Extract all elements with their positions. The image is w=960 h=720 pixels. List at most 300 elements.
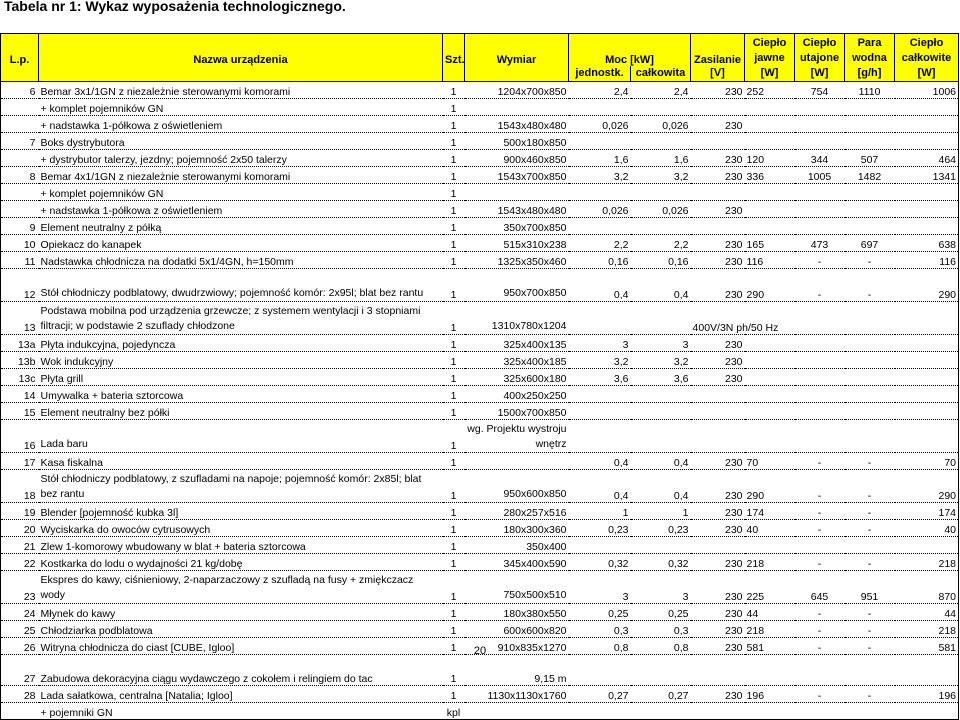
row-heat-latent: - [795, 470, 845, 503]
row-steam: - [845, 503, 895, 520]
row-qty: 1 [443, 470, 465, 503]
row-lp [1, 150, 39, 167]
row-name: Płyta grill [39, 369, 443, 386]
row-qty: 1 [443, 503, 465, 520]
table-row [1, 99, 959, 116]
header-heat-total-unit: [W] [895, 66, 959, 82]
row-steam [845, 302, 895, 335]
row-power-unit: 3,6 [569, 369, 631, 386]
row-heat-sensible [745, 184, 795, 201]
page-number: 20 [473, 645, 487, 657]
row-qty: 1 [443, 403, 465, 420]
row-qty: 1 [443, 386, 465, 403]
row-dimensions [465, 184, 569, 201]
row-heat-latent [795, 201, 845, 218]
row-dimensions: 600x600x820 [465, 621, 569, 638]
row-heat-latent: - [795, 686, 845, 703]
table-row [1, 133, 959, 150]
row-qty: 1 [443, 150, 465, 167]
row-supply [691, 99, 745, 116]
row-power-total [631, 184, 691, 201]
header-dimensions: Wymiar [465, 34, 569, 66]
row-supply [691, 537, 745, 554]
row-dimensions: 180x300x360 [465, 520, 569, 537]
row-lp [1, 99, 39, 116]
row-lp: 13a [1, 335, 39, 352]
row-heat-sensible [745, 218, 795, 235]
row-power-total [631, 99, 691, 116]
row-steam: - [845, 638, 895, 655]
row-heat-total: 464 [895, 150, 959, 167]
row-qty: 1 [443, 82, 465, 99]
row-steam [845, 537, 895, 554]
header-power-total: całkowita [631, 66, 691, 82]
row-heat-latent: 344 [795, 150, 845, 167]
table-row [1, 218, 959, 235]
header-heat-latent: Ciepło utajone [795, 34, 845, 66]
row-steam [845, 669, 895, 686]
row-power-total: 0,026 [631, 201, 691, 218]
row-power-unit: 0,4 [569, 269, 631, 302]
row-heat-sensible [745, 669, 795, 686]
row-supply: 230 [691, 252, 745, 269]
row-lp: 15 [1, 403, 39, 420]
row-steam: - [845, 269, 895, 302]
row-heat-total [895, 218, 959, 235]
row-heat-sensible [745, 703, 795, 720]
row-lp: 25 [1, 621, 39, 638]
row-dimensions: 900x460x850 [465, 150, 569, 167]
row-heat-latent [795, 352, 845, 369]
row-heat-latent [795, 703, 845, 720]
row-supply: 230 [691, 201, 745, 218]
row-power-unit: 2,2 [569, 235, 631, 252]
row-name: + komplet pojemników GN [39, 99, 443, 116]
row-dimensions [465, 703, 569, 720]
row-heat-sensible: 225 [745, 571, 795, 604]
row-lp [1, 184, 39, 201]
row-power-unit [569, 420, 631, 453]
row-dimensions: 9,15 m [465, 669, 569, 686]
row-power-unit: 0,16 [569, 252, 631, 269]
table-row [1, 302, 959, 335]
row-name: + dystrybutor talerzy, jezdny; pojemność 2x50 talerzy [39, 150, 443, 167]
row-steam: 697 [845, 235, 895, 252]
row-heat-sensible [745, 352, 795, 369]
row-power-unit [569, 703, 631, 720]
row-heat-latent [795, 302, 845, 335]
row-heat-total: 40 [895, 520, 959, 537]
row-heat-total: 870 [895, 571, 959, 604]
equipment-table [0, 33, 959, 720]
row-steam [845, 386, 895, 403]
table-row [1, 352, 959, 369]
row-lp: 28 [1, 686, 39, 703]
row-heat-latent: - [795, 604, 845, 621]
row-supply: 230 [691, 235, 745, 252]
row-power-unit [569, 386, 631, 403]
row-name: Zlew 1-komorowy wbudowany w blat + bateria sztorcowa [39, 537, 443, 554]
row-supply: 230 [691, 335, 745, 352]
row-power-total [631, 386, 691, 403]
row-lp: 9 [1, 218, 39, 235]
row-power-unit: 2,4 [569, 82, 631, 99]
row-qty: 1 [443, 554, 465, 571]
row-heat-latent [795, 420, 845, 453]
row-heat-sensible: 116 [745, 252, 795, 269]
row-heat-sensible: 44 [745, 604, 795, 621]
row-supply: 230 [691, 621, 745, 638]
row-supply: 230 [691, 554, 745, 571]
table-row [1, 269, 959, 302]
row-heat-sensible [745, 335, 795, 352]
header-heat-sensible-unit: [W] [745, 66, 795, 82]
row-heat-sensible: 290 [745, 269, 795, 302]
row-name: Lada sałatkowa, centralna [Natalia; Igloo] [39, 686, 443, 703]
row-lp: 11 [1, 252, 39, 269]
row-heat-latent [795, 184, 845, 201]
row-supply: 230 [691, 571, 745, 604]
table-row [1, 167, 959, 184]
row-dimensions: 1325x350x460 [465, 252, 569, 269]
row-power-total [631, 133, 691, 150]
row-heat-latent [795, 369, 845, 386]
row-supply: 230 [691, 369, 745, 386]
row-lp: 6 [1, 82, 39, 99]
row-power-total: 0,25 [631, 604, 691, 621]
row-dimensions: 1543x480x480 [465, 116, 569, 133]
row-steam: - [845, 470, 895, 503]
row-lp: 14 [1, 386, 39, 403]
row-heat-sensible: 196 [745, 686, 795, 703]
row-heat-total [895, 302, 959, 335]
row-lp: 20 [1, 520, 39, 537]
row-heat-total [895, 369, 959, 386]
row-heat-latent: - [795, 269, 845, 302]
row-dimensions: 325x400x135 [465, 335, 569, 352]
row-qty: 1 [443, 537, 465, 554]
row-heat-total: 1006 [895, 82, 959, 99]
row-power-unit [569, 218, 631, 235]
row-dimensions: 350x400 [465, 537, 569, 554]
row-dimensions: 500x180x850 [465, 133, 569, 150]
row-supply: 230 [691, 269, 745, 302]
row-lp: 7 [1, 133, 39, 150]
header-blank [443, 66, 465, 82]
row-power-unit: 0,23 [569, 520, 631, 537]
row-heat-sensible [745, 369, 795, 386]
header-blank [39, 66, 443, 82]
table-row [1, 335, 959, 352]
table-row [1, 386, 959, 403]
row-supply: 230 [691, 352, 745, 369]
row-lp: 16 [1, 420, 39, 453]
row-lp: 10 [1, 235, 39, 252]
row-name: + nadstawka 1-półkowa z oświetleniem [39, 116, 443, 133]
row-qty: 1 [443, 133, 465, 150]
row-steam: - [845, 252, 895, 269]
row-dimensions: 750x500x510 [465, 571, 569, 604]
row-steam [845, 133, 895, 150]
header-blank [465, 66, 569, 82]
row-power-total: 1 [631, 503, 691, 520]
row-qty: 1 [443, 184, 465, 201]
row-power-total: 0,32 [631, 554, 691, 571]
row-heat-latent: - [795, 252, 845, 269]
row-power-total [631, 302, 691, 335]
row-heat-total [895, 116, 959, 133]
table-row [1, 116, 959, 133]
row-heat-total: 44 [895, 604, 959, 621]
row-supply: 400V/3N ph/50 Hz [691, 302, 745, 335]
row-heat-latent [795, 99, 845, 116]
row-lp: 12 [1, 269, 39, 302]
table-row [1, 403, 959, 420]
row-steam: - [845, 686, 895, 703]
table-row [1, 252, 959, 269]
row-steam [845, 369, 895, 386]
row-qty: 1 [443, 453, 465, 470]
row-steam: 1482 [845, 167, 895, 184]
row-qty: 1 [443, 352, 465, 369]
row-heat-sensible: 336 [745, 167, 795, 184]
table-row [1, 703, 959, 720]
row-name: Wyciskarka do owoców cytrusowych [39, 520, 443, 537]
row-power-unit: 3,2 [569, 352, 631, 369]
row-power-unit [569, 302, 631, 335]
row-power-total: 0,3 [631, 621, 691, 638]
row-power-total [631, 403, 691, 420]
row-qty: 1 [443, 686, 465, 703]
row-heat-sensible [745, 403, 795, 420]
row-dimensions: 180x380x550 [465, 604, 569, 621]
row-power-total [631, 703, 691, 720]
row-name: Element neutralny z półką [39, 218, 443, 235]
row-dimensions: 1543x480x480 [465, 201, 569, 218]
row-name: Stół chłodniczy podblatowy, z szufladami na napoje; pojemność komór: 2x85l; blat bez rantu [39, 470, 443, 503]
row-name: Chłodziarka podblatowa [39, 621, 443, 638]
row-heat-total: 290 [895, 269, 959, 302]
row-power-unit: 3,2 [569, 167, 631, 184]
row-supply: 230 [691, 116, 745, 133]
row-name: Stół chłodniczy podblatowy, dwudrzwiowy; pojemność komór: 2x95l; blat bez rantu [39, 269, 443, 302]
header-supply: Zasilanie [691, 34, 745, 66]
header-steam-unit: [g/h] [845, 66, 895, 82]
row-heat-sensible: 40 [745, 520, 795, 537]
row-power-total [631, 537, 691, 554]
row-name: Podstawa mobilna pod urządzenia grzewcze; z systemem wentylacji i 3 stopniami filtracji; w podstawie 2 szuflady chłodzone [39, 302, 443, 335]
row-name: Ekspres do kawy, ciśnieniowy, 2-naparzaczowy z szufladą na fusy + zmiękczacz wody [39, 571, 443, 604]
table-row [1, 554, 959, 571]
row-heat-latent: 1005 [795, 167, 845, 184]
row-heat-total [895, 403, 959, 420]
row-heat-total [895, 335, 959, 352]
row-steam [845, 184, 895, 201]
row-qty: 1 [443, 604, 465, 621]
row-heat-total [895, 133, 959, 150]
row-power-total: 0,16 [631, 252, 691, 269]
row-lp: 27 [1, 669, 39, 686]
row-qty: 1 [443, 218, 465, 235]
row-heat-sensible [745, 116, 795, 133]
table-row [1, 453, 959, 470]
row-lp [1, 703, 39, 720]
row-power-unit: 0,4 [569, 453, 631, 470]
row-heat-total: 174 [895, 503, 959, 520]
row-power-total [631, 420, 691, 453]
row-lp [1, 116, 39, 133]
header-heat-sensible: Ciepło jawne [745, 34, 795, 66]
row-heat-total: 196 [895, 686, 959, 703]
row-supply: 230 [691, 686, 745, 703]
row-supply: 230 [691, 604, 745, 621]
table-body [1, 82, 959, 720]
table-row [1, 686, 959, 703]
row-dimensions: 910x835x1270 [465, 638, 569, 655]
row-lp: 13 [1, 302, 39, 335]
row-dimensions: 515x310x238 [465, 235, 569, 252]
row-qty: 1 [443, 99, 465, 116]
row-heat-sensible: 165 [745, 235, 795, 252]
row-supply: 230 [691, 503, 745, 520]
row-name: Zabudowa dekoracyjna ciągu wydawczego z cokołem i relingiem do tac [39, 669, 443, 686]
table-row [1, 369, 959, 386]
row-heat-total: 1341 [895, 167, 959, 184]
table-row [1, 184, 959, 201]
table-row [1, 470, 959, 503]
row-qty: 1 [443, 252, 465, 269]
row-power-unit: 1,6 [569, 150, 631, 167]
header-power-unit: jednostk. [569, 66, 631, 82]
row-heat-total [895, 420, 959, 453]
row-dimensions: 1543x700x850 [465, 167, 569, 184]
row-heat-sensible: 252 [745, 82, 795, 99]
row-lp: 19 [1, 503, 39, 520]
row-power-unit [569, 537, 631, 554]
row-dimensions: 325x600x180 [465, 369, 569, 386]
row-steam [845, 116, 895, 133]
row-heat-total: 218 [895, 621, 959, 638]
row-heat-total [895, 184, 959, 201]
row-heat-total: 581 [895, 638, 959, 655]
row-lp [1, 201, 39, 218]
row-qty: 1 [443, 369, 465, 386]
row-steam: - [845, 604, 895, 621]
row-steam [845, 403, 895, 420]
row-lp: 8 [1, 167, 39, 184]
row-steam: 507 [845, 150, 895, 167]
row-power-total: 0,4 [631, 453, 691, 470]
row-dimensions: 1310x780x1204 [465, 302, 569, 335]
row-name: Opiekacz do kanapek [39, 235, 443, 252]
row-dimensions: 400x250x250 [465, 386, 569, 403]
row-power-unit: 3 [569, 571, 631, 604]
row-heat-latent: - [795, 503, 845, 520]
row-supply: 230 [691, 638, 745, 655]
row-heat-total: 116 [895, 252, 959, 269]
row-dimensions: 1130x1130x1760 [465, 686, 569, 703]
row-heat-latent: 473 [795, 235, 845, 252]
row-power-unit [569, 403, 631, 420]
row-name: Lada baru [39, 420, 443, 453]
row-heat-latent: - [795, 520, 845, 537]
row-heat-total [895, 537, 959, 554]
row-supply: 230 [691, 150, 745, 167]
row-qty: 1 [443, 621, 465, 638]
table-row [1, 82, 959, 99]
table-row [1, 669, 959, 686]
row-power-total: 2,2 [631, 235, 691, 252]
row-steam [845, 99, 895, 116]
row-heat-latent [795, 335, 845, 352]
row-dimensions: 280x257x516 [465, 503, 569, 520]
row-heat-latent: - [795, 453, 845, 470]
row-supply [691, 420, 745, 453]
row-power-total: 0,23 [631, 520, 691, 537]
row-heat-total [895, 201, 959, 218]
row-dimensions: wg. Projektu wystroju wnętrz [465, 420, 569, 453]
row-power-unit [569, 669, 631, 686]
row-dimensions: 950x700x850 [465, 269, 569, 302]
row-power-total: 3,6 [631, 369, 691, 386]
row-power-unit [569, 99, 631, 116]
row-steam: - [845, 621, 895, 638]
row-lp: 21 [1, 537, 39, 554]
row-steam: 951 [845, 571, 895, 604]
row-heat-latent: - [795, 621, 845, 638]
row-heat-total: 70 [895, 453, 959, 470]
header-heat-total: Ciepło całkowite [895, 34, 959, 66]
row-heat-sensible [745, 133, 795, 150]
row-name: Boks dystrybutora [39, 133, 443, 150]
row-name: Kasa fiskalna [39, 453, 443, 470]
row-power-unit [569, 133, 631, 150]
row-steam: 1110 [845, 82, 895, 99]
row-qty: 1 [443, 116, 465, 133]
header-power: Moc [kW] [569, 34, 691, 66]
row-steam [845, 352, 895, 369]
row-heat-latent [795, 537, 845, 554]
row-supply [691, 386, 745, 403]
row-heat-latent [795, 669, 845, 686]
row-heat-total [895, 352, 959, 369]
row-power-total: 3,2 [631, 167, 691, 184]
row-supply: 230 [691, 453, 745, 470]
row-qty: 1 [443, 201, 465, 218]
row-supply [691, 669, 745, 686]
table-row [1, 520, 959, 537]
table-row [1, 621, 959, 638]
row-power-unit: 0,8 [569, 638, 631, 655]
header-lp: L.p. [1, 34, 39, 66]
row-power-total: 2,4 [631, 82, 691, 99]
row-name: + komplet pojemników GN [39, 184, 443, 201]
row-power-unit: 0,32 [569, 554, 631, 571]
header-qty: Szt. [443, 34, 465, 66]
row-heat-sensible [745, 201, 795, 218]
row-supply [691, 218, 745, 235]
row-power-unit: 0,026 [569, 116, 631, 133]
row-name: Bemar 4x1/1GN z niezależnie sterowanymi komorami [39, 167, 443, 184]
row-heat-sensible: 290 [745, 470, 795, 503]
row-supply: 230 [691, 82, 745, 99]
row-power-total [631, 218, 691, 235]
row-qty: 1 [443, 669, 465, 686]
row-name: Umywalka + bateria sztorcowa [39, 386, 443, 403]
row-dimensions: 325x400x185 [465, 352, 569, 369]
row-power-unit: 0,3 [569, 621, 631, 638]
row-steam [845, 218, 895, 235]
